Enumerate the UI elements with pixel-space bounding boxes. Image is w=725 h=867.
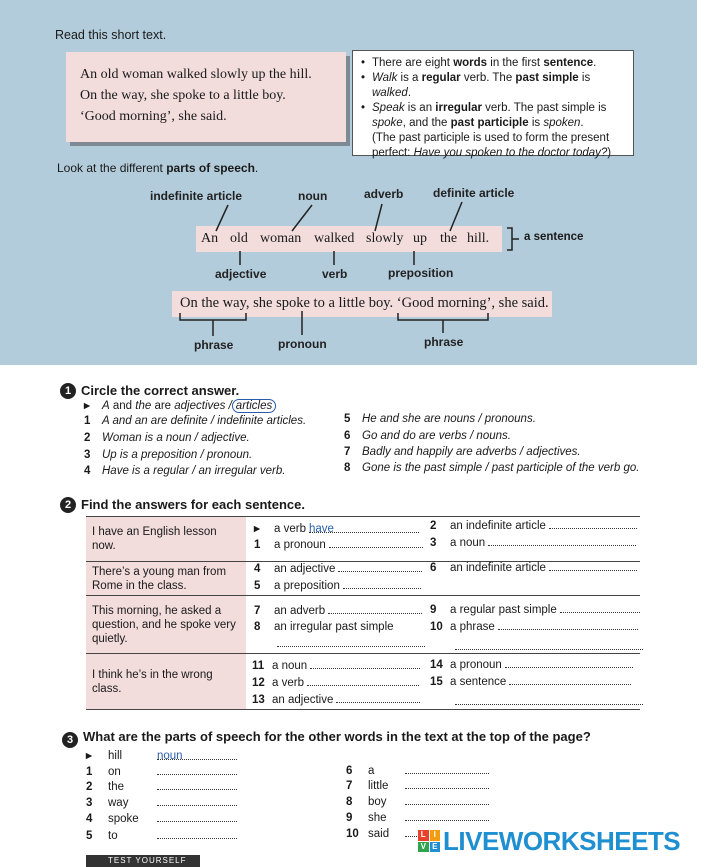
word: slowly [366,231,404,246]
label-pronoun: pronoun [278,337,327,351]
exercise-2-item: 1 a pronoun [254,538,423,551]
exercise-1-item[interactable]: 8 Gone is the past simple / past participle of the verb go. [344,462,640,474]
exercise-2-item: 8 an irregular past simple [254,621,394,633]
look-instruction: Look at the different parts of speech. [57,161,259,175]
exercise-number-badge: 1 [60,383,76,399]
example-sentence-2: On the way, she spoke to a little boy. ‘Good morning’, she said. [172,291,552,317]
note-item: • There are eight words in the first sentence. [361,56,625,71]
example-answer: noun [157,750,237,760]
answer-blank[interactable] [328,604,422,614]
exercise-1-item[interactable]: 2 Woman is a noun / adjective. [84,432,250,444]
word: old [230,231,248,246]
exercise-2-sentence: This morning, he asked a question, and he spoke very quietly. [86,596,246,653]
label-noun: noun [298,189,328,203]
label-definite-article: definite article [433,186,515,200]
label-verb: verb [322,267,348,281]
exercise-2-item: 2 an indefinite article [430,519,637,532]
exercise-2-item: 14 a pronoun [430,658,633,671]
exercise-2-item: 12 a verb [252,676,419,689]
answer-blank[interactable] [405,779,489,789]
exercise-2-item: 9 a regular past simple [430,603,640,616]
exercise-1-item[interactable]: 3 Up is a preposition / pronoun. [84,449,253,461]
answer-blank[interactable] [157,829,237,839]
exercise-2-sentence: There’s a young man from Rome in the class. [86,562,246,595]
exercise-3-item: 4 spoke [86,812,237,825]
word: the [440,231,458,246]
exercise-2-item: 4 an adjective [254,562,422,575]
text-line: On the way, she spoke to a little boy. [80,88,286,103]
exercise-1-item[interactable]: 6 Go and do are verbs / nouns. [344,430,511,442]
exercise-3-example: ▸ hill noun [86,748,237,762]
answer-blank[interactable] [336,693,420,703]
example-answer: have [309,523,419,533]
answer-blank[interactable] [157,812,237,822]
liveworksheets-brand[interactable] [418,825,681,856]
answer-blank[interactable] [405,795,489,805]
note-item: • Walk is a regular verb. The past simple is walked. [361,71,625,101]
answer-blank[interactable] [498,620,638,630]
answer-blank[interactable] [505,658,633,668]
exercise-1-item[interactable]: 1 A and an are definite / indefinite articles. [84,415,307,427]
exercise-2-item: 15 a sentence [430,675,631,688]
exercise-3-item: 10 said [346,827,425,840]
exercise-2-item: 6 an indefinite article [430,561,637,574]
exercise-3-item: 1 on [86,765,237,778]
answer-blank[interactable] [549,561,637,571]
word: An [201,231,219,246]
divider [86,709,640,710]
label-phrase: phrase [194,338,234,352]
label-phrase: phrase [424,335,464,349]
label-preposition: preposition [388,266,454,280]
word: up [413,231,427,246]
text-line: ‘Good morning’, she said. [80,109,227,124]
exercise-2-item: 5 a preposition [254,579,421,592]
word: hill. [467,231,490,246]
exercise-2-item: 13 an adjective [252,693,420,706]
answer-blank[interactable] [488,536,636,546]
brand-name: LIVEWORKSHEETS [443,825,681,856]
intro-panel [0,0,697,365]
exercise-3-item: 2 the [86,780,237,793]
exercise-3-title: What are the parts of speech for the other words in the text at the top of the page? [83,729,591,744]
text-line: An old woman walked slowly up the hill. [80,67,312,82]
diagram-connector-lines [0,0,697,365]
answer-blank[interactable] [157,780,237,790]
exercise-number-badge: 3 [62,732,78,748]
exercise-2-sentence: I have an English lesson now. [86,517,246,561]
exercise-3-item: 7 little [346,779,489,792]
exercise-number-badge: 2 [60,497,76,513]
exercise-2-example: ▸ a verb have [254,521,419,535]
exercise-2-item: 11 a noun [252,659,420,672]
answer-blank[interactable] [343,579,421,589]
liveworksheets-logo-icon: L I V E [418,830,440,852]
exercise-2-title: Find the answers for each sentence. [81,497,305,512]
label-a-sentence: a sentence [524,231,584,243]
exercise-2-sentence: I think he’s in the wrong class. [86,654,246,709]
answer-blank[interactable] [549,519,637,529]
answer-blank[interactable] [455,640,643,650]
answer-blank[interactable] [560,603,640,613]
exercise-1-item[interactable]: 4 Have is a regular / an irregular verb. [84,465,286,477]
answer-blank[interactable] [405,764,489,774]
answer-blank[interactable] [338,562,422,572]
read-instruction: Read this short text. [55,28,167,42]
circled-answer: articles [232,399,276,413]
exercise-3-item: 9 she [346,811,489,824]
exercise-3-item: 6 a [346,764,489,777]
exercise-2-item: 7 an adverb [254,604,422,617]
answer-blank[interactable] [329,538,423,548]
exercise-1-item[interactable]: 5 He and she are nouns / pronouns. [344,413,536,425]
exercise-3-item: 8 boy [346,795,489,808]
answer-blank[interactable] [157,796,237,806]
exercise-1-example: ▸ A and the are adjectives / articles [84,398,276,412]
answer-blank[interactable] [509,675,631,685]
exercise-2-item: 3 a noun [430,536,636,549]
word: walked [314,231,355,246]
test-yourself-tab: TEST YOURSELF [86,855,200,867]
exercise-2-item: 10 a phrase [430,620,638,633]
label-adjective: adjective [215,267,267,281]
exercise-3-item: 3 way [86,796,237,809]
label-adverb: adverb [364,187,404,201]
answer-blank[interactable] [157,765,237,775]
answer-blank[interactable] [307,676,419,686]
answer-blank[interactable] [277,637,425,647]
note-aside: (The past participle is used to form the present perfect: Have you spoken to the doctor today?) [372,132,612,159]
exercise-1-item[interactable]: 7 Badly and happily are adverbs / adjectives. [344,446,581,458]
answer-blank[interactable] [405,811,489,821]
answer-blank[interactable] [455,695,643,705]
note-item: • Speak is an irregular verb. The past simple is spoke, and the past participle is spoken. [361,101,625,131]
word: woman [260,231,302,246]
exercise-1-title: Circle the correct answer. [81,383,240,398]
exercise-3-item: 5 to [86,829,237,842]
answer-blank[interactable] [310,659,420,669]
label-indefinite-article: indefinite article [150,189,243,203]
